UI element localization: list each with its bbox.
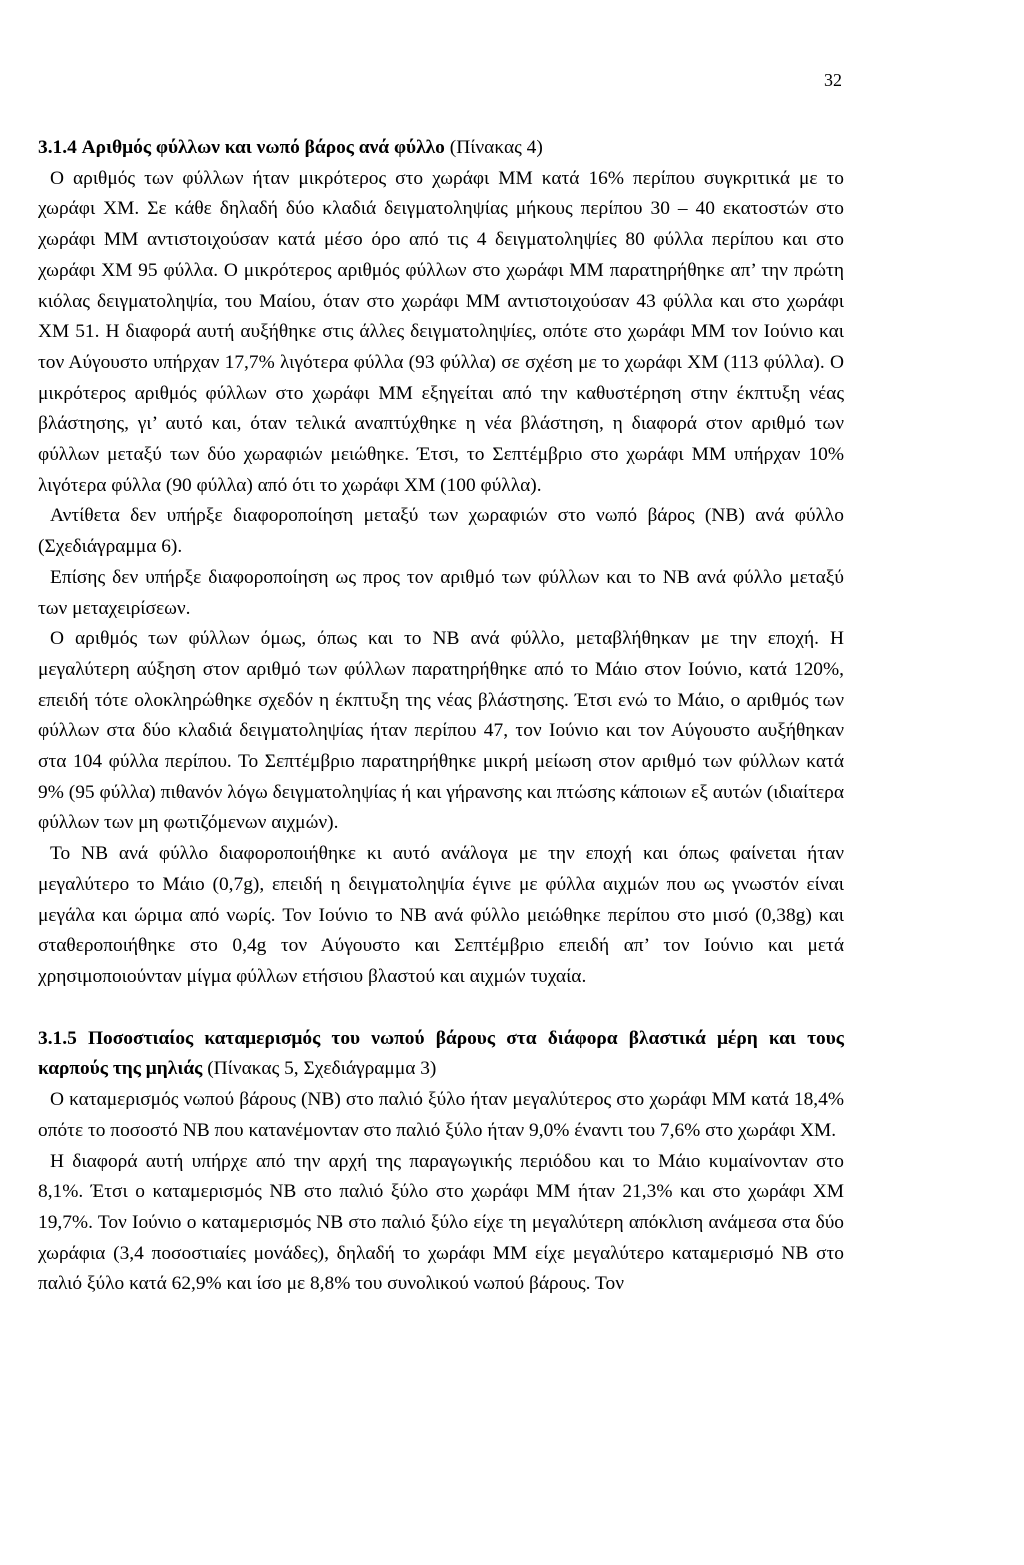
section-reference: (Πίνακας 4) <box>449 137 543 158</box>
section-title: Ποσοστιαίος καταμερισμός του νωπού βάρους στα διάφορα βλαστικά μέρη και τους καρπούς της μηλιάς <box>38 1027 844 1080</box>
paragraph: Ο αριθμός των φύλλων ήταν μικρότερος στο χωράφι ΜΜ κατά 16% περίπου συγκριτικά με το χωράφι ΧΜ. Σε κάθε δηλαδή δύο κλαδιά δειγματοληψίας μήκους περίπου 30 – 40 εκατοστών στο χωράφι ΜΜ αντιστοιχούσαν κατά μέσο όρο από τις 4 δειγματοληψίες 80 φύλλα περίπου και στο χωράφι ΧΜ 95 φύλλα. Ο μικρότερος αριθμός φύλλων στο χωράφι ΜΜ παρατηρήθηκε απ’ την πρώτη κιόλας δειγματοληψία, του Μαίου, όταν στο χωράφι ΜΜ αντιστοιχούσαν 43 φύλλα και στο χωράφι ΧΜ 51. Η διαφορά αυτή αυξήθηκε στις άλλες δειγματοληψίες, οπότε στο χωράφι ΜΜ τον Ιούνιο και τον Αύγουστο υπήρχαν 17,7% λιγότερα φύλλα (93 φύλλα) σε σχέση με το χωράφι ΧΜ (113 φύλλα). Ο μικρότερος αριθμός φύλλων στο χωράφι ΜΜ εξηγείται από την καθυστέρηση στην έκπτυξη νέας βλάστησης, γι’ αυτό και, όταν τελικά αναπτύχθηκε η νέα βλάστηση, η διαφορά στον αριθμό των φύλλων μεταξύ των δύο χωραφιών μειώθηκε. Έτσι, το Σεπτέμβριο στο χωράφι ΜΜ υπήρχαν 10% λιγότερα φύλλα (90 φύλλα) από ότι το χωράφι ΧΜ (100 φύλλα). <box>38 167 844 496</box>
section-number: 3.1.5 <box>38 1027 77 1049</box>
paragraph: Ο αριθμός των φύλλων όμως, όπως και το ΝΒ ανά φύλλο, μεταβλήθηκαν με την εποχή. Η μεγαλύτερη αύξηση στον αριθμό των φύλλων παρατηρήθηκε από το Μάιο στον Ιούνιο, κατά 120%, επειδή τότε ολοκληρώθηκε σχεδόν η έκπτυξη της νέας βλάστησης. Έτσι ενώ το Μάιο, ο αριθμός των φύλλων στα δύο κλαδιά δειγματοληψίας ήταν περίπου 47, τον Ιούνιο και τον Αύγουστο αυξήθηκαν στα 104 φύλλα περίπου. Το Σεπτέμβριο παρατηρήθηκε μικρή μείωση στον αριθμό των φύλλων κατά 9% (95 φύλλα) πιθανόν λόγω δειγματοληψίας ή και γήρανσης και πτώσης κάποιων εξ αυτών (ιδιαίτερα φύλλων των μη φωτιζόμενων αιχμών). <box>38 628 844 834</box>
section-number: 3.1.4 <box>38 137 77 158</box>
paragraph: Αντίθετα δεν υπήρξε διαφοροποίηση μεταξύ των χωραφιών στο νωπό βάρος (ΝΒ) ανά φύλλο (Σχεδιάγραμμα 6). <box>38 505 844 558</box>
paragraph: Η διαφορά αυτή υπήρχε από την αρχή της παραγωγικής περιόδου και το Μάιο κυμαίνονταν στο 8,1%. Έτσι ο καταμερισμός ΝΒ στο παλιό ξύλο στο χωράφι ΜΜ ήταν 21,3% και στο χωράφι ΧΜ 19,7%. Τον Ιούνιο ο καταμερισμός ΝΒ στο παλιό ξύλο είχε τη μεγαλύτερη απόκλιση ανάμεσα στα δύο χωράφια (3,4 ποσοστιαίες μονάδες), δηλαδή το χωράφι ΜΜ είχε μεγαλύτερο καταμερισμό ΝΒ στο παλιό ξύλο κατά 62,9% και ίσο με 8,8% του συνολικού νωπού βάρους. Τον <box>38 1150 844 1295</box>
page-number: 32 <box>824 70 842 90</box>
section-spacer <box>38 993 844 1024</box>
section-heading-3-1-4 <box>38 133 844 164</box>
paragraph: Ο καταμερισμός νωπού βάρους (ΝΒ) στο παλιό ξύλο ήταν μεγαλύτερος στο χωράφι ΜΜ κατά 18,4% οπότε το ποσοστό ΝΒ που κατανέμονταν στο παλιό ξύλο ήταν 9,0% έναντι του 7,6% στο χωράφι ΧΜ. <box>38 1089 844 1141</box>
page-content <box>38 133 844 1300</box>
paragraph: Το ΝΒ ανά φύλλο διαφοροποιήθηκε κι αυτό ανάλογα με την εποχή και όπως φαίνεται ήταν μεγαλύτερο το Μάιο (0,7g), επειδή η δειγματοληψία έγινε με φύλλα αιχμών που ως γνωστόν είναι μεγάλα και ώριμα από νωρίς. Τον Ιούνιο το ΝΒ ανά φύλλο μειώθηκε περίπου στο μισό (0,38g) και σταθεροποιήθηκε στο 0,4g τον Αύγουστο και Σεπτέμβριο επειδή απ’ τον Ιούνιο και μετά χρησιμοποιούνταν μίγμα φύλλων ετήσιου βλαστού και αιχμών τυχαία. <box>38 843 844 987</box>
section-reference: (Πίνακας 5, Σχεδιάγραμμα 3) <box>207 1058 437 1080</box>
section-heading-3-1-5 <box>38 1024 844 1085</box>
section-title: Αριθμός φύλλων και νωπό βάρος ανά φύλλο <box>81 137 445 158</box>
paragraph: Επίσης δεν υπήρξε διαφοροποίηση ως προς τον αριθμό των φύλλων και το ΝΒ ανά φύλλο μεταξύ των μεταχειρίσεων. <box>38 566 844 619</box>
